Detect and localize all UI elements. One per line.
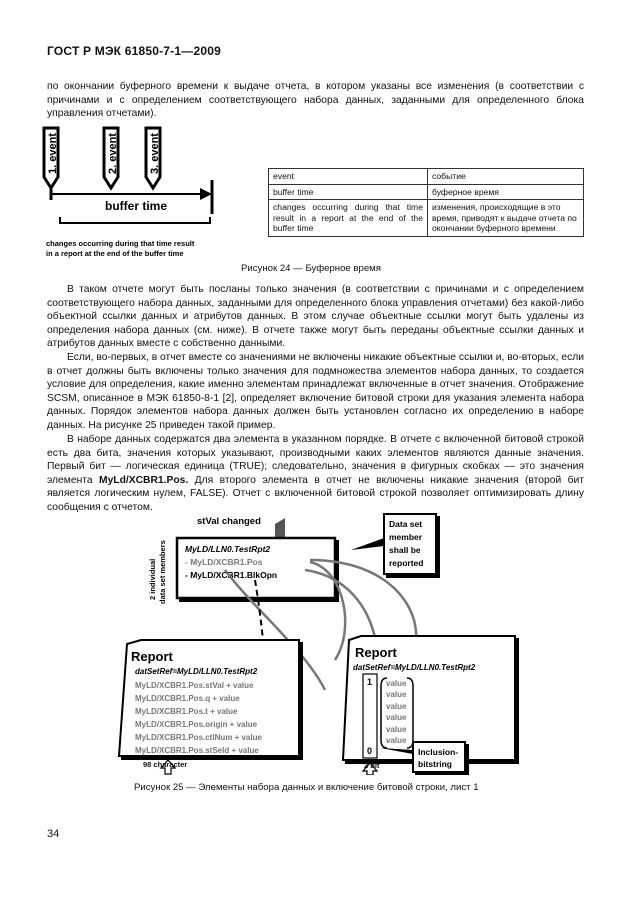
report-right-datsetref: datSetRef=MyLD/LLN0.TestRpt2 xyxy=(353,663,476,672)
callout-line-4: reported xyxy=(389,558,424,568)
table-cell-en: changes occurring during that time result in a report at the end of the buffer time xyxy=(269,200,428,237)
report-left-datsetref: datSetRef=MyLD/LLN0.TestRpt2 xyxy=(135,667,258,676)
shall-be-reported-callout xyxy=(351,514,438,576)
report-left-line: MyLD/XCBR1.Pos.origin + value xyxy=(135,720,258,729)
event-label-3: 3. event xyxy=(149,133,161,174)
right-report-size-label: 2 bit xyxy=(364,761,380,770)
report-right-title: Report xyxy=(355,645,397,660)
inclusion-line-2: bitstring xyxy=(418,759,452,769)
individual-label-1: 2 individual xyxy=(148,558,157,600)
table-row xyxy=(269,200,584,237)
report-right-value: value xyxy=(386,690,407,699)
bitstring-bit-2: 0 xyxy=(367,746,373,756)
table-cell-ru: событие xyxy=(428,169,584,185)
dataset-name: MyLD/LLN0.TestRpt2 xyxy=(185,544,271,554)
individual-label-2: data set members xyxy=(158,540,167,604)
buffer-time-diagram xyxy=(40,122,260,262)
dataset-member-pos: - MyLD/XCBR1.Pos xyxy=(185,557,263,567)
changes-note-line2: in a report at the end of the buffer time xyxy=(46,249,184,258)
table-cell-en: event xyxy=(269,169,428,185)
dataset-member-blkopn: - MyLD/XCBR1.BlkOpn xyxy=(185,570,278,580)
event-label-2: 2. event xyxy=(107,133,119,174)
callout-line-1: Data set xyxy=(389,519,423,529)
document-header: ГОСТ Р МЭК 61850-7-1—2009 xyxy=(47,44,221,58)
terms-table xyxy=(268,168,584,237)
report-right-value: value xyxy=(386,679,407,688)
callout-line-2: member xyxy=(389,532,423,542)
event-flag-3 xyxy=(146,128,161,188)
intro-paragraph: по окончании буферного времени к выдаче отчета, в котором указаны все изменения (в соответствии с причинами и с определением соответствующего набора данных, заданными для определенного блока управления отчетами). xyxy=(47,81,584,120)
changes-note-line1: changes occurring during that time result xyxy=(46,239,195,248)
event-flag-1 xyxy=(44,128,59,200)
element-ref-bold: MyLd/XCBR1.Pos. xyxy=(99,474,189,486)
report-left-line: MyLD/XCBR1.Pos.stVal + value xyxy=(135,681,254,690)
paragraph-2: Если, во-первых, в отчет вместе со значениями не включены никакие объектные ссылки и, во-вторых, если в отчет должны быть включены только значения для подмножества элементов набора данных, то создается условие для определения, какие именно элементам принадлежат включенные в отчет значения. Отображение SCSM, описанное в МЭК 61850-8-1 [2], определяет включение битовой строки для указания элемента набора данных. Порядок элементов набора данных должен быть установлен согласно их определению в наборе данных. На рисунке 25 приведен такой пример. xyxy=(47,352,584,431)
figure-24-caption: Рисунок 24 — Буферное время xyxy=(241,263,381,274)
event-label-1: 1. event xyxy=(47,133,59,174)
table-cell-en: buffer time xyxy=(269,184,428,200)
table-row xyxy=(269,169,584,185)
report-inclusion-diagram xyxy=(105,510,530,775)
report-left-title: Report xyxy=(131,649,173,664)
paragraph-1: В таком отчете могут быть посланы только значения (в соответствии с причинами и с определением соответствующего набора данных, заданными для определенного блока управления отчетами) без какой-либо объектной ссылки данных и атрибутов данных. В этом случае объектные ссылки могут быть удалены из определения набора данных (см. ниже). В отчете также могут быть переданы объектные ссылки данных и атрибутов данных вместе с собственно данными. xyxy=(47,284,584,350)
figure-25-caption: Рисунок 25 — Элементы набора данных и включение битовой строки, лист 1 xyxy=(134,782,479,793)
paragraph-3: В наборе данных содержатся два элемента в указанном порядке. В отчете с включенной битовой строкой есть два бита, значения которых указывают, производными каких элементов являются данные значения. Первый бит — логическая единица (TRUE); следовательно, значения в фигурных скобках — это значения элемента MyLd/XCBR1.Pos. Для второго элемента в отчет не включены никакие значения (второй бит является логическим нулем, FALSE). Отчет с включенной битовой строкой позволяет оптимизировать длину сообщения с отчетом. xyxy=(47,434,584,513)
buffer-time-label: buffer time xyxy=(105,199,168,213)
event-flag-2 xyxy=(104,128,119,188)
bitstring-bit-1: 1 xyxy=(367,677,373,687)
callout-line-3: shall be xyxy=(389,545,421,555)
stval-changed-label: stVal changed xyxy=(197,516,261,527)
report-right-value: value xyxy=(386,702,407,711)
report-left-box xyxy=(119,640,301,758)
report-right-value: value xyxy=(386,736,407,745)
report-left-line: MyLD/XCBR1.Pos.ctlNum + value xyxy=(135,733,262,742)
page-number: 34 xyxy=(47,828,60,840)
table-row xyxy=(269,184,584,200)
inclusion-line-1: Inclusion- xyxy=(418,747,459,757)
table-cell-ru: буферное время xyxy=(428,184,584,200)
report-left-line: MyLD/XCBR1.Pos.q + value xyxy=(135,694,240,703)
report-right-value: value xyxy=(386,713,407,722)
buffer-brace xyxy=(60,217,210,223)
table-cell-ru: изменения, происходящие в это время, приводят к выдаче отчета по окончании буферного времени xyxy=(428,200,584,237)
report-left-line: MyLD/XCBR1.Pos.t + value xyxy=(135,707,238,716)
report-right-value: value xyxy=(386,725,407,734)
left-report-size-label: 98 character xyxy=(143,760,188,769)
report-left-line: MyLD/XCBR1.Pos.stSeld + value xyxy=(135,746,259,755)
